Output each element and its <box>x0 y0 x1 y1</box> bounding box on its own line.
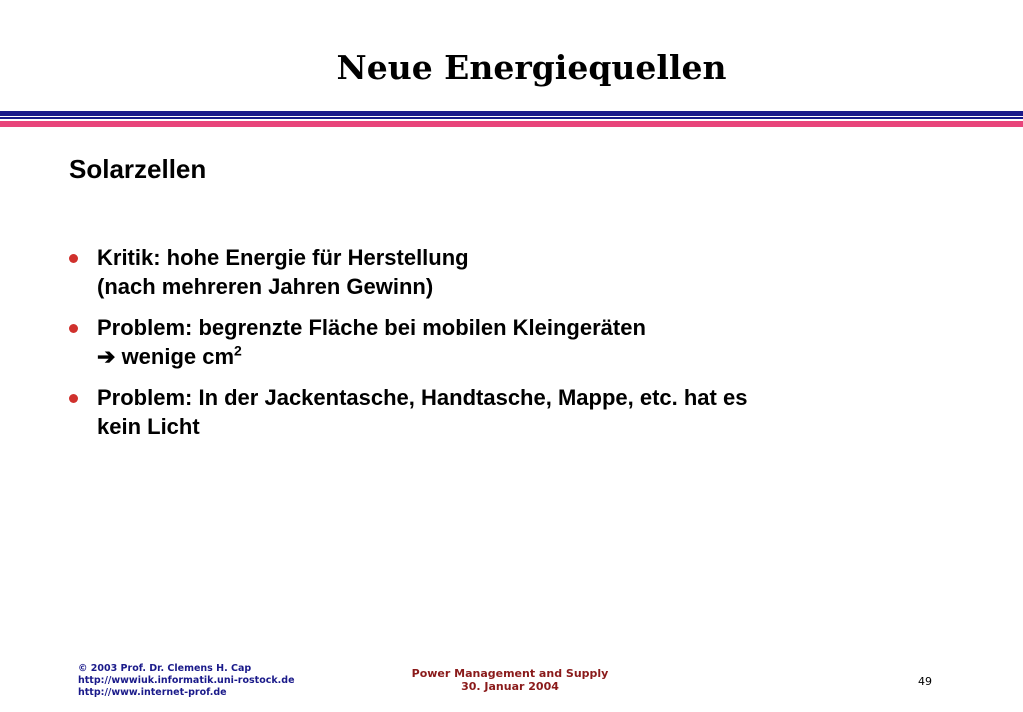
footer-url-prof: http://www.internet-prof.de <box>78 687 227 698</box>
footer-course-info <box>380 667 640 693</box>
bullet-text-line1: Problem: begrenzte Fläche bei mobilen Kleingeräten <box>97 315 646 340</box>
bullet-item-licht <box>69 383 969 441</box>
bullet-dot-icon <box>69 394 78 403</box>
bullet-text-line2: (nach mehreren Jahren Gewinn) <box>97 274 434 299</box>
bullet-list <box>69 243 969 453</box>
bullet-dot-icon <box>69 254 78 263</box>
bullet-text-line2: kein Licht <box>97 414 200 439</box>
footer-course-title: Power Management and Supply <box>411 667 609 680</box>
bullet-text-cm: wenige cm <box>121 344 235 369</box>
footer-url-uni: http://wwwiuk.informatik.uni-rostock.de <box>78 675 295 686</box>
superscript-2: 2 <box>234 342 242 359</box>
bullet-text-line2 <box>97 342 969 371</box>
bullet-item-flaeche <box>69 313 969 371</box>
arrow-right-icon: ➔ <box>97 344 116 369</box>
bullet-text-line1: Kritik: hohe Energie für Herstellung <box>97 245 469 270</box>
footer-date: 30. Januar 2004 <box>461 680 559 693</box>
bullet-dot-icon <box>69 324 78 333</box>
bullet-item-kritik <box>69 243 969 301</box>
footer-credits <box>78 663 295 699</box>
bullet-text-line1: Problem: In der Jackentasche, Handtasche, Mappe, etc. hat es <box>97 385 748 410</box>
slide-subtitle: Solarzellen <box>69 154 207 184</box>
footer-copyright: © 2003 Prof. Dr. Clemens H. Cap <box>78 663 252 674</box>
title-rule-navy-top <box>0 111 1023 116</box>
title-rule-pink <box>0 121 1023 127</box>
page-number: 49 <box>918 675 932 688</box>
title-rule-navy-bottom <box>0 117 1023 119</box>
slide-title: Neue Energiequellen <box>336 48 727 87</box>
